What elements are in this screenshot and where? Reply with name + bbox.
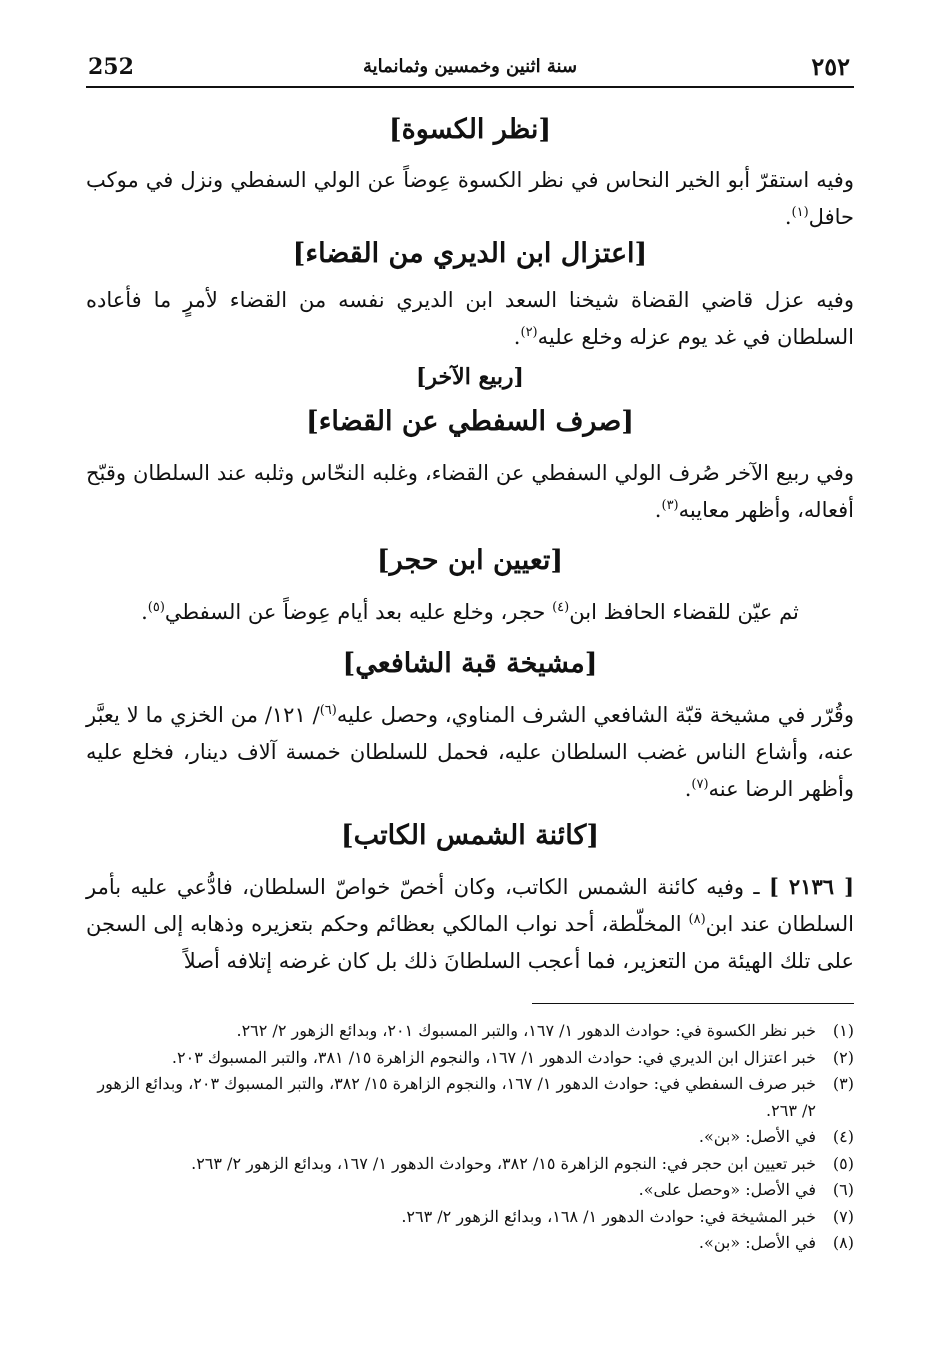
paragraph-ibn-hajar	[86, 594, 854, 631]
footnote-ref-8[interactable]: (٨)	[688, 912, 706, 927]
paragraph-text: / ١٢١/ من الخزي ما لا يعبَّر عنه، وأشاع الناس غضب السلطان عليه، فحمل للسلطان خمسة آلاف دينار، فخلع عليه وأظهر الرضا عنه	[86, 703, 854, 801]
footnote-number: (١)	[832, 1021, 854, 1040]
footnote-text: خبر صرف السفطي في: حوادث الدهور ١/ ١٦٧، والنجوم الزاهرة ١٥/ ٣٨٢، والتبر المسبوك ٢٠٣، وبدائع الزهور ٢/ ٢٦٣.	[97, 1074, 816, 1120]
page-number-arabic: ٢٥٢	[811, 52, 850, 81]
footnote-number: (٢)	[832, 1047, 854, 1067]
footnote-item	[86, 1045, 854, 1072]
paragraph-kiswa	[86, 162, 854, 236]
footnote-text: في الأصل: «وحصل على».	[638, 1180, 816, 1199]
paragraph-tail: .	[513, 325, 521, 349]
paragraph-text: وقُرّر في مشيخة قبّة الشافعي الشرف المناوي، وحصل عليه	[336, 703, 854, 727]
footnote-number: (٥)	[832, 1153, 854, 1173]
paragraph-text: حجر، وخلع عليه بعد أيام عِوضاً عن السفطي	[164, 600, 553, 624]
footnote-number: (٨)	[832, 1233, 854, 1252]
footnote-ref-6[interactable]: (٦)	[319, 703, 337, 718]
paragraph-text: وفيه استقرّ أبو الخير النحاس في نظر الكسوة عِوضاً عن الولي السفطي ونزل في موكب حافل	[86, 168, 854, 229]
footnote-text: خبر تعيين ابن حجر في: النجوم الزاهرة ١٥/ ٣٨٢، وحوادث الدهور ١/ ١٦٧، وبدائع الزهور ٢/ ٢٦٣.	[191, 1153, 816, 1173]
paragraph-tail: .	[141, 600, 148, 624]
paragraph-dayri	[86, 282, 854, 356]
section-heading-ibn-hajar: [تعيين ابن حجر]	[376, 545, 564, 576]
month-heading: [ربيع الآخر]	[416, 364, 524, 390]
paragraph-tail: .	[784, 205, 792, 229]
footnote-item	[86, 1204, 854, 1231]
paragraph-text: وفي ربيع الآخر صُرف الولي السفطي عن القضاء، وغلبه النحّاس وثلبه عند السلطان وقبّح أفعاله، وأظهر معايبه	[86, 461, 854, 522]
footnote-ref-5[interactable]: (٥)	[147, 600, 165, 615]
footnote-ref-7[interactable]: (٧)	[691, 777, 709, 792]
paragraph-text: المخلّطة، أحد نواب المالكي بعظائم وحكم بتعزيره وذهابه إلى السجن على تلك الهيئة من التعزير، فما أعجب السلطانَ ذلك بل كان غرضه إتلافه أصلاً	[86, 912, 854, 973]
footnote-item	[86, 1124, 854, 1151]
page-number-latin: 252	[88, 54, 134, 80]
paragraph-text: وفيه عزل قاضي القضاة شيخنا السعد ابن الديري نفسه من القضاء لأمرٍ ما فأعاده السلطان في غد يوم عزله وخلع عليه	[86, 288, 854, 349]
footnote-number: (٧)	[832, 1206, 854, 1226]
paragraph-shams	[86, 868, 854, 980]
footnote-ref-3[interactable]: (٣)	[661, 498, 679, 513]
paragraph-text: ـ وفيه كائنة الشمس الكاتب، وكان أخصّ خواصّ السلطان، فادُّعي عليه بأمر السلطان عند ابن	[86, 875, 854, 936]
footnote-text: خبر نظر الكسوة في: حوادث الدهور ١/ ١٦٧، والتبر المسبوك ٢٠١، وبدائع الزهور ٢/ ٢٦٢.	[236, 1021, 816, 1040]
page-header	[86, 52, 854, 88]
paragraph-tail: .	[684, 777, 692, 801]
footnotes	[86, 1018, 854, 1257]
paragraph-safti	[86, 455, 854, 529]
footnote-item	[86, 1071, 854, 1124]
footnote-item	[86, 1151, 854, 1178]
footnote-ref-1[interactable]: (١)	[791, 205, 809, 220]
running-title: سنة اثنين وخمسين وثمانماية	[362, 56, 578, 77]
footnote-text: خبر المشيخة في: حوادث الدهور ١/ ١٦٨، وبدائع الزهور ٢/ ٢٦٣.	[401, 1206, 816, 1226]
section-heading-kiswa: [نظر الكسوة]	[388, 114, 552, 145]
footnote-text: في الأصل: «بن».	[698, 1233, 816, 1252]
paragraph-text: ثم عيّن للقضاء الحافظ ابن	[569, 600, 799, 624]
footnote-item	[86, 1018, 854, 1045]
footnote-text: في الأصل: «بن».	[698, 1127, 816, 1146]
footnote-item	[86, 1230, 854, 1257]
entry-number: [ ٢١٣٦ ]	[768, 874, 854, 899]
paragraph-shafii-dome	[86, 697, 854, 808]
section-heading-shams: [كائنة الشمس الكاتب]	[340, 820, 600, 851]
footnote-number: (٦)	[832, 1180, 854, 1199]
footnote-separator	[532, 1003, 854, 1004]
footnote-number: (٣)	[832, 1074, 854, 1093]
footnote-number: (٤)	[832, 1127, 854, 1146]
footnote-text: خبر اعتزال ابن الديري في: حوادث الدهور ١/ ١٦٧، والنجوم الزاهرة ١٥/ ٣٨١، والتبر المسبوك ٢٠٣.	[171, 1047, 816, 1067]
section-heading-shafii-dome: [مشيخة قبة الشافعي]	[342, 648, 598, 679]
section-heading-safti: [صرف السفطي عن القضاء]	[305, 406, 635, 437]
footnote-ref-2[interactable]: (٢)	[520, 325, 538, 340]
section-heading-dayri: [اعتزال ابن الديري من القضاء]	[292, 238, 648, 269]
paragraph-tail: .	[654, 498, 662, 522]
footnote-ref-4[interactable]: (٤)	[552, 600, 570, 615]
footnote-item	[86, 1177, 854, 1204]
